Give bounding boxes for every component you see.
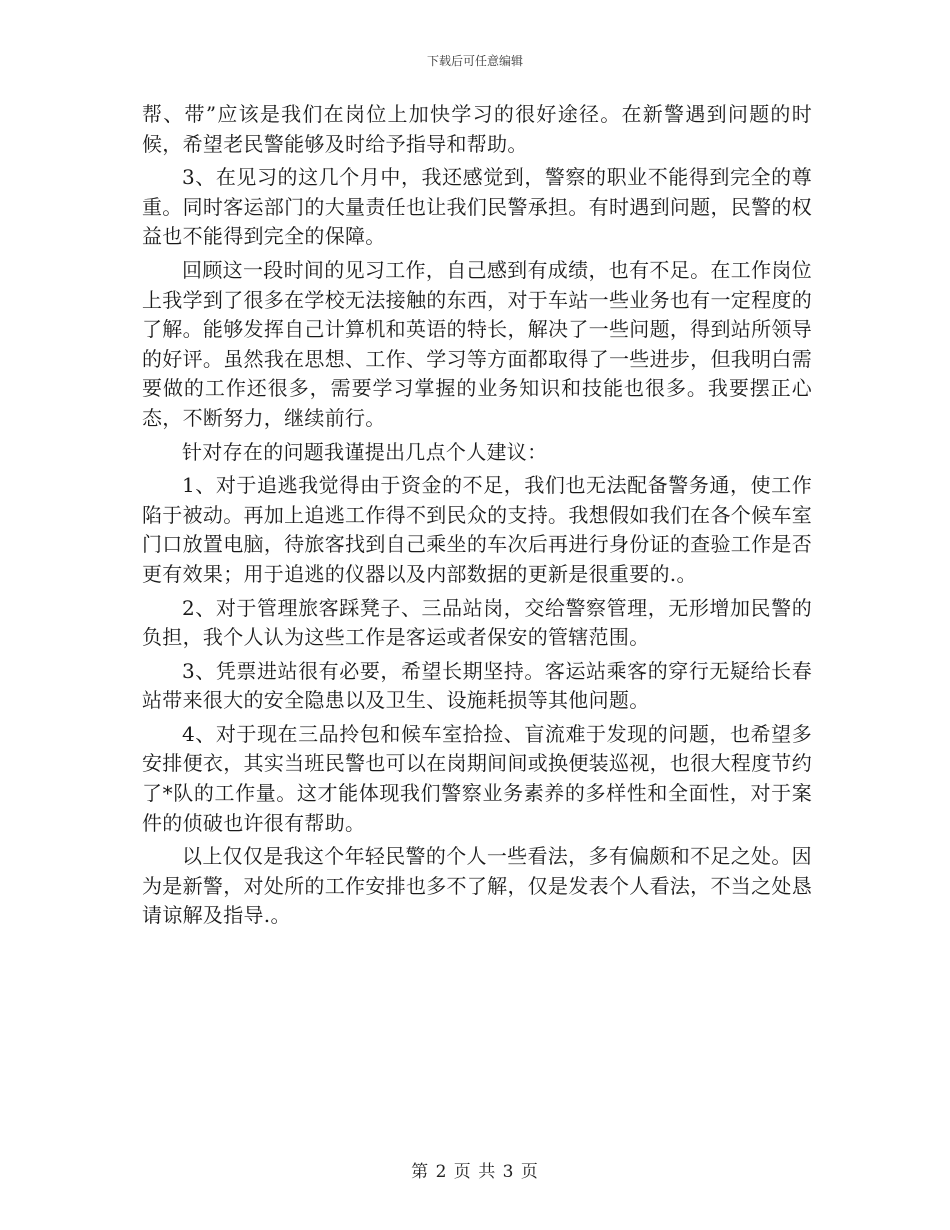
- paragraph-suggestions-intro: 针对存在的问题我谨提出几点个人建议：: [182, 439, 548, 464]
- paragraph-suggestion-2: 2、对于管理旅客踩凳子、三品站岗，交给警察管理，无形增加民警的负担，我个人认为这些工作是客运或者保安的管辖范围。: [142, 595, 812, 650]
- paragraph-suggestion-1: 1、对于追逃我觉得由于资金的不足，我们也无法配备警务通，使工作陷于被动。再加上追逃工作得不到民众的支持。我想假如我们在各个候车室门口放置电脑，待旅客找到自己乘坐的车次后再进行身份证的查验工作是否更有效果；用于追逃的仪器以及内部数据的更新是很重要的.。: [142, 473, 812, 586]
- page-header-note: 下载后可任意编辑: [426, 54, 523, 68]
- paragraph-closing: 以上仅仅是我这个年轻民警的个人一些看法，多有偏颇和不足之处。因为是新警，对处所的工作安排也多不了解，仅是发表个人看法，不当之处恳请谅解及指导.。: [142, 844, 812, 928]
- page-number: 第 2 页 共 3 页: [411, 1162, 539, 1182]
- paragraph-continuation: 帮、带”应该是我们在岗位上加快学习的很好途径。在新警遇到问题的时候，希望老民警能够及时给予指导和帮助。: [142, 102, 812, 156]
- paragraph-suggestion-4: 4、对于现在三品拎包和候车室拾捡、盲流难于发现的问题，也希望多安排便衣，其实当班民警也可以在岗期间间或换便装巡视，也很大程度节约了*队的工作量。这才能体现我们警察业务素养的多样性和全面性，对于案件的侦破也许很有帮助。: [142, 721, 812, 835]
- document-body: [142, 100, 812, 935]
- paragraph-review: 回顾这一段时间的见习工作，自己感到有成绩，也有不足。在工作岗位上我学到了很多在学校无法接触的东西，对于车站一些业务也有一定程度的了解。能够发挥自己计算机和英语的特长，解决了一些问题，得到站所领导的好评。虽然我在思想、工作、学习等方面都取得了一些进步，但我明白需要做的工作还很多，需要学习掌握的业务知识和技能也很多。我要摆正心态，不断努力，继续前行。: [142, 257, 812, 430]
- paragraph-point-3-observation: 3、在见习的这几个月中，我还感觉到，警察的职业不能得到完全的尊重。同时客运部门的大量责任也让我们民警承担。有时遇到问题，民警的权益也不能得到完全的保障。: [142, 165, 812, 249]
- paragraph-suggestion-3: 3、凭票进站很有必要，希望长期坚持。客运站乘客的穿行无疑给长春站带来很大的安全隐患以及卫生、设施耗损等其他问题。: [142, 658, 812, 713]
